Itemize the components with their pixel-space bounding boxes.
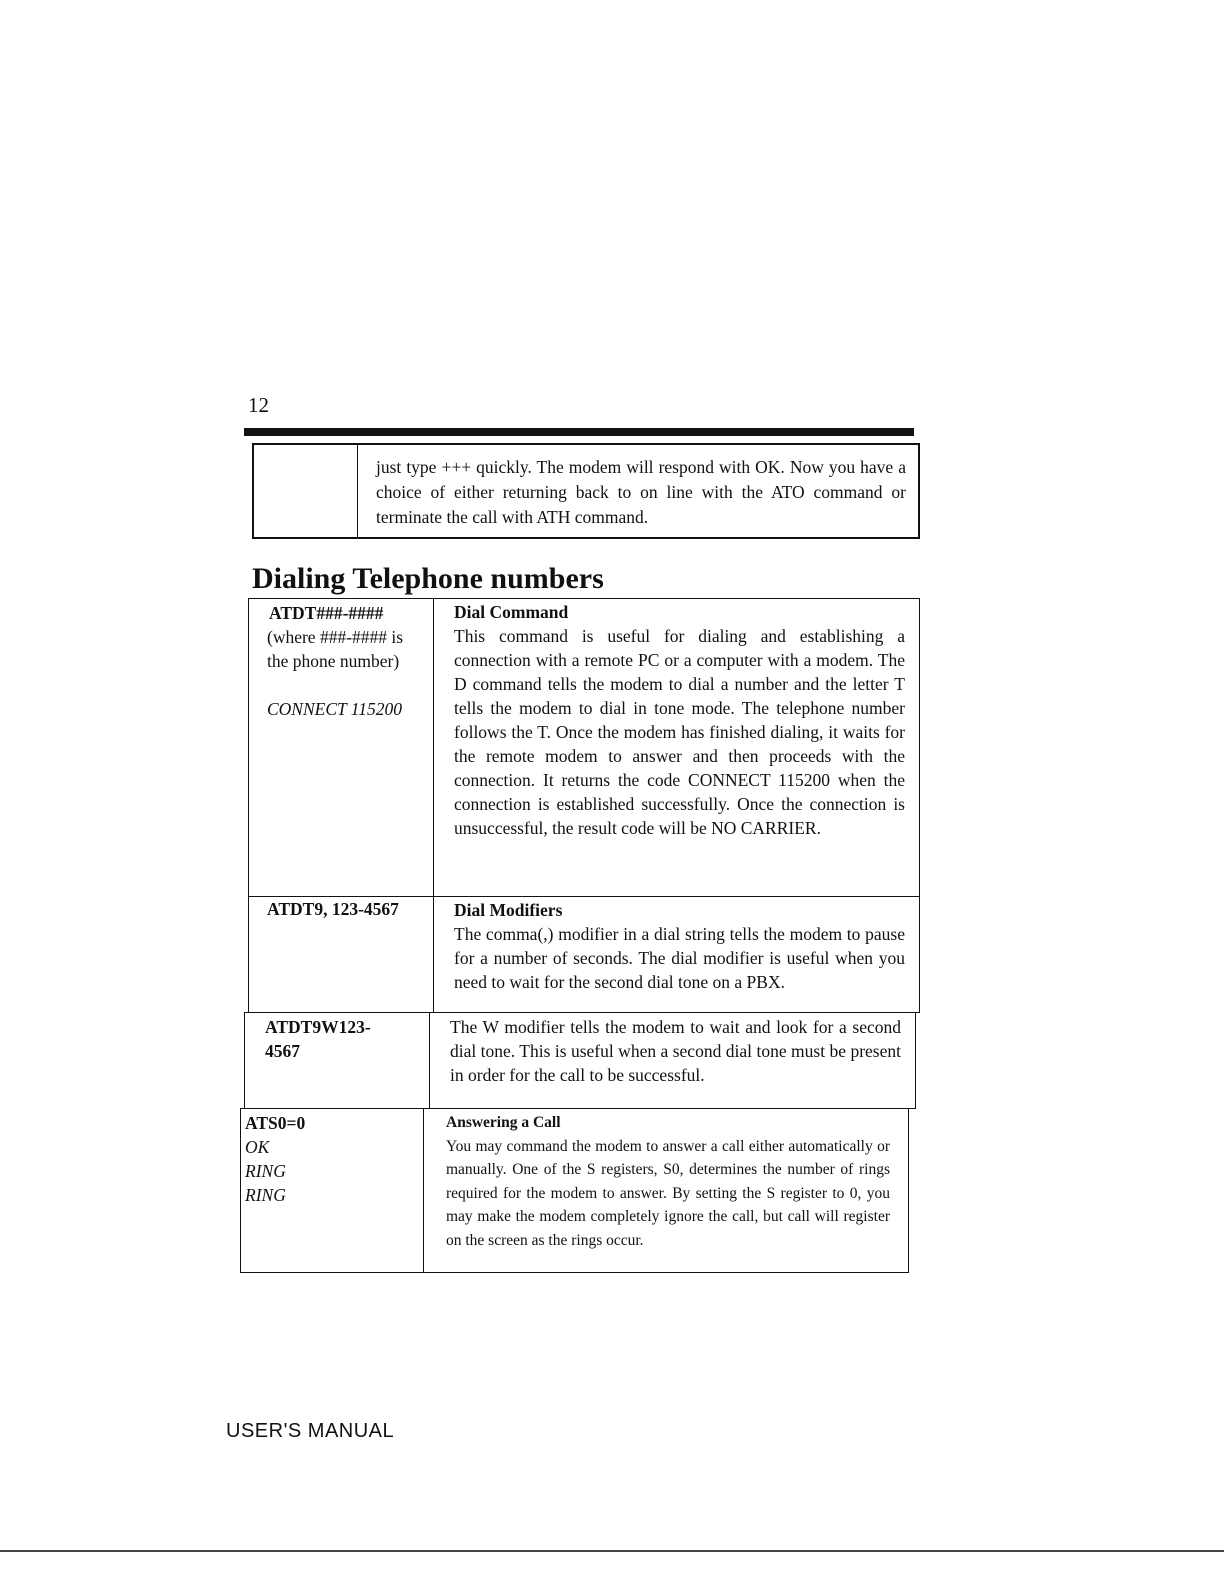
command-table-c [240,1108,909,1273]
table-row [245,1013,916,1109]
command-line: ATS0=0 [245,1113,306,1133]
command-line-spacer [269,673,425,697]
command-line: RING [245,1185,286,1205]
table-row [249,897,920,1013]
command-line: OK [245,1137,270,1157]
continuation-divider [357,445,358,537]
command-line: ATDT9W123- [265,1017,371,1037]
row-heading: Dial Command [454,602,569,622]
command-line: CONNECT 115200 [267,699,403,719]
row-description: You may command the modem to answer a call either automatically or manually. One of the S registers, S0, determines the number of rings required for the modem to answer. By setting the S register to 0, you may make the modem completely ignore the call, but call will register on the screen as the rings occur. [446,1137,890,1249]
bottom-edge-rule [0,1550,1224,1552]
command-table-b [244,1012,916,1109]
table-row [249,599,920,897]
command-cell [245,1013,430,1109]
command-table-a [248,598,920,1013]
command-cell [249,599,434,897]
description-cell [430,1013,916,1109]
page-number: 12 [248,393,269,417]
table-row [241,1109,909,1273]
row-heading: Answering a Call [446,1114,561,1131]
command-line: RING [245,1161,286,1181]
continuation-text: just type +++ quickly. The modem will respond with OK. Now you have a choice of either returning back to on line with the ATO command or terminate the call with ATH command. [376,457,906,527]
command-line: ATDT9, 123-4567 [267,899,399,919]
header-rule [244,428,914,436]
command-cell [241,1109,424,1273]
row-description: The W modifier tells the modem to wait and look for a second dial tone. This is useful when a second dial tone must be present in order for the call to be successful. [450,1017,901,1085]
description-cell [434,897,920,1013]
command-cell [249,897,434,1013]
row-description: The comma(,) modifier in a dial string tells the modem to pause for a number of seconds. The dial modifier is useful when you need to wait for the second dial tone on a PBX. [454,924,905,992]
command-line: ATDT###-#### [269,603,384,623]
section-title: Dialing Telephone numbers [252,562,604,595]
command-line: 4567 [265,1041,300,1061]
row-description: This command is useful for dialing and establishing a connection with a remote PC or a computer with a modem. The D command tells the modem to dial a number and the letter T tells the modem to dial in tone mode. The telephone number follows the T. Once the modem has finished dialing, it waits for the remote modem to answer and then proceeds with the connection. It returns the code CONNECT 115200 when the connection is established successfully. Once the connection is unsuccessful, the result code will be NO CARRIER. [454,626,905,838]
command-line: (where ###-#### is the phone number) [267,627,404,671]
footer-text: USER'S MANUAL [226,1420,395,1442]
continuation-box [252,443,920,539]
row-heading: Dial Modifiers [454,900,563,920]
description-cell [424,1109,909,1273]
description-cell [434,599,920,897]
